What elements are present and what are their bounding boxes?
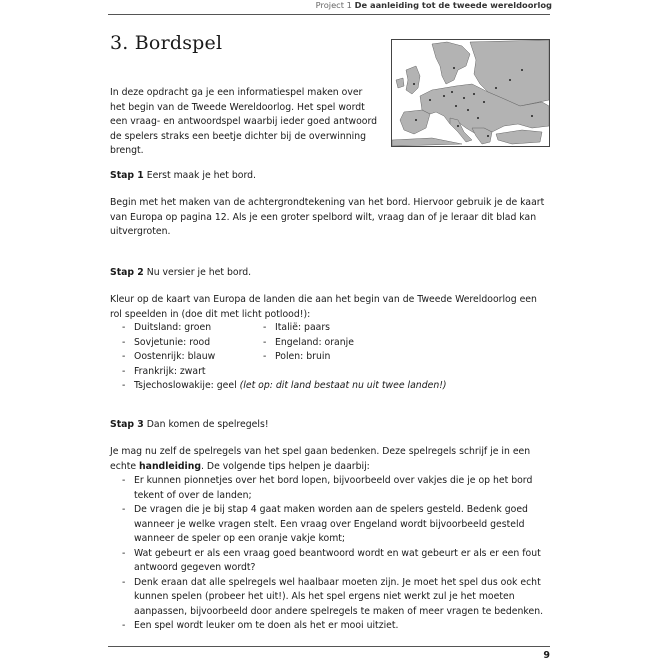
tip-item: - Er kunnen pionnetjes over het bord lopen, bijvoorbeeld over vakjes die je op het bord tekent of over de landen;: [122, 474, 550, 503]
country-color-list: [122, 321, 447, 394]
step-3-label: Stap 3: [110, 419, 144, 430]
color-item: Italië: paars: [275, 322, 331, 333]
step-2-label: Stap 2: [110, 267, 144, 278]
step-3-body-emphasis: handleiding: [139, 460, 202, 472]
color-row: - Duitsland: groen - Italië: paars: [122, 322, 331, 333]
color-item: Engeland: oranje: [275, 336, 354, 348]
step-2-title: Nu versier je het bord.: [143, 267, 252, 278]
footer-rule: [108, 646, 550, 647]
step-1-label: Stap 1: [110, 170, 144, 181]
color-item: Frankrijk: zwart: [134, 365, 206, 377]
color-item: Tsjechoslowakije: geel: [134, 380, 240, 391]
step-2-body: Kleur op de kaart van Europa de landen die aan het begin van de Tweede Wereldoorlog een rol speelden in (doe dit met licht potlood!):: [110, 294, 537, 320]
step-3-body-text: Je mag nu zelf de spelregels van het spel gaan bedenken. Deze spelregels schrijf je in een echte: [110, 446, 531, 472]
tip-item: - Een spel wordt leuker om te doen als het er mooi uitziet.: [122, 619, 550, 634]
step-3-body: [110, 445, 550, 474]
tip-item: - Denk eraan dat alle spelregels wel haalbaar moeten zijn. Je moet het spel dus ook echt kunnen spelen (probeer het uit!). Als het spel ergens niet werkt zul je het moeten aanpassen, bijvoorbeeld door andere spelregels te maken of meer vragen te bedenken.: [122, 576, 550, 620]
step-2-heading: [110, 266, 251, 281]
europe-map-image: [391, 39, 550, 147]
header-rule: [108, 14, 550, 15]
step-1-title: Eerst maak je het bord.: [143, 170, 256, 181]
color-row: - Oostenrijk: blauw - Polen: bruin: [122, 351, 331, 362]
tip-item: - De vragen die je bij stap 4 gaat maken worden aan de spelers gesteld. Bedenk goed wanneer je welke vragen stelt. Een vraag over Engeland wordt bijvoorbeeld gesteld wanneer de speler op een oranje vakje komt;: [122, 503, 550, 547]
chapter-title: De aanleiding tot de tweede wereldoorlog: [354, 0, 552, 10]
color-row: - Tsjechoslowakije: geel (let op: dit land bestaat nu uit twee landen!): [122, 380, 447, 391]
color-item: Sovjetunie: rood: [134, 336, 211, 348]
page-number: 9: [543, 650, 550, 661]
color-row: - Frankrijk: zwart: [122, 365, 206, 377]
color-row: - Sovjetunie: rood - Engeland: oranje: [122, 336, 354, 348]
color-item: Oostenrijk: blauw: [134, 351, 216, 362]
step-3-title: Dan komen de spelregels!: [143, 419, 269, 430]
intro-paragraph: In deze opdracht ga je een informatiespel maken over het begin van de Tweede Wereldoorlog. Het spel wordt een vraag- en antwoordspel waarbij ieder goed antwoord de spelers straks een beetje dichter bij de overwinning brengt.: [110, 87, 378, 156]
europe-map-graphic: [392, 40, 549, 146]
step-1-heading: [110, 169, 256, 184]
section-title: 3. Bordspel: [110, 32, 223, 54]
color-item: Polen: bruin: [275, 351, 331, 362]
tips-list: [122, 474, 550, 634]
step-3-heading: [110, 418, 269, 433]
step-3-body-text-end: . De volgende tips helpen je daarbij:: [201, 460, 370, 472]
color-item: Duitsland: groen: [134, 322, 212, 333]
color-item-note: (let op: dit land bestaat nu uit twee landen!): [239, 380, 447, 391]
project-label: Project 1: [315, 0, 352, 10]
tip-item: - Wat gebeurt er als een vraag goed beantwoord wordt en wat gebeurt er als er een fout antwoord gegeven wordt?: [122, 547, 550, 576]
running-header: [316, 0, 552, 10]
step-1-body: Begin met het maken van de achtergrondtekening van het bord. Hiervoor gebruik je de kaart van Europa op pagina 12. Als je een groter spelbord wilt, vraag dan of je leraar dit blad kan uitvergroten.: [110, 197, 545, 237]
